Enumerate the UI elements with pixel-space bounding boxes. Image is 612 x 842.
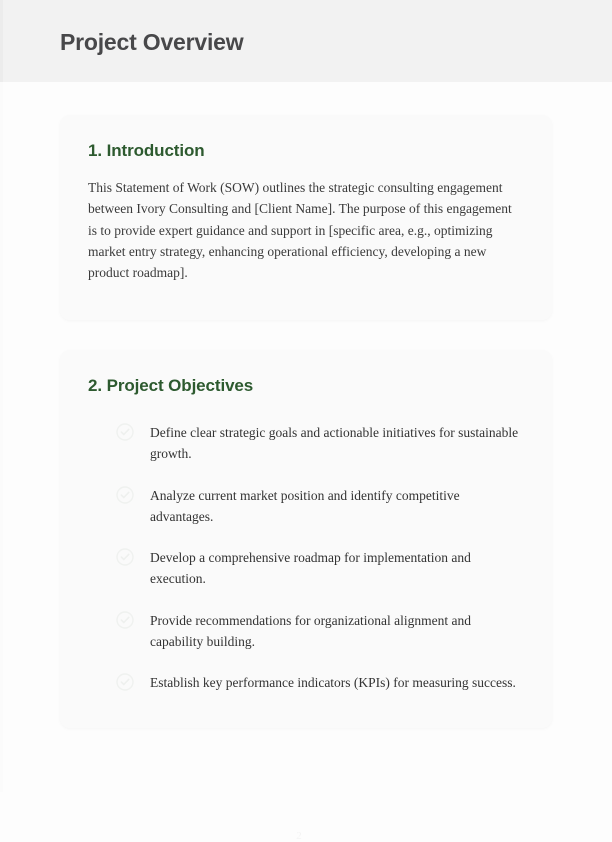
header-left-edge-strip bbox=[0, 0, 3, 82]
section-heading-introduction: 1. Introduction bbox=[88, 141, 205, 160]
objective-text: Develop a comprehensive roadmap for implementation and execution. bbox=[150, 550, 471, 587]
check-circle-icon bbox=[116, 548, 134, 566]
check-circle-icon bbox=[116, 673, 134, 691]
page-left-edge-strip bbox=[0, 82, 3, 792]
list-item bbox=[88, 485, 524, 528]
list-item bbox=[88, 547, 524, 590]
objectives-list bbox=[88, 422, 524, 708]
list-item bbox=[88, 422, 524, 465]
list-item bbox=[88, 610, 524, 653]
section-card-introduction bbox=[60, 115, 552, 320]
section-heading-project-objectives: 2. Project Objectives bbox=[88, 376, 254, 395]
document-header-bar bbox=[0, 0, 612, 82]
objective-text: Establish key performance indicators (KPIs) for measuring success. bbox=[150, 675, 516, 691]
section-card-project-objectives bbox=[60, 350, 552, 728]
objective-text: Provide recommendations for organizational alignment and capability building. bbox=[150, 612, 472, 650]
check-circle-icon bbox=[116, 611, 134, 629]
introduction-paragraph: This Statement of Work (SOW) outlines the strategic consulting engagement between Ivory Consulting and [Client Name]. The purpose of this engagement is to provide expert guidance and support in [specific area, e.g., optimizing market entry strategy, enhancing operational efficiency, developing a new product roadmap]. bbox=[88, 180, 512, 281]
check-circle-icon bbox=[116, 423, 134, 441]
objective-text: Analyze current market position and identify competitive advantages. bbox=[150, 487, 460, 524]
list-item bbox=[88, 672, 524, 708]
document-page-body bbox=[0, 82, 612, 842]
objective-text: Define clear strategic goals and actionable initiatives for sustainable growth. bbox=[150, 425, 519, 462]
page-number: 2 bbox=[296, 830, 302, 842]
page-title: Project Overview bbox=[60, 29, 244, 55]
check-circle-icon bbox=[116, 486, 134, 504]
